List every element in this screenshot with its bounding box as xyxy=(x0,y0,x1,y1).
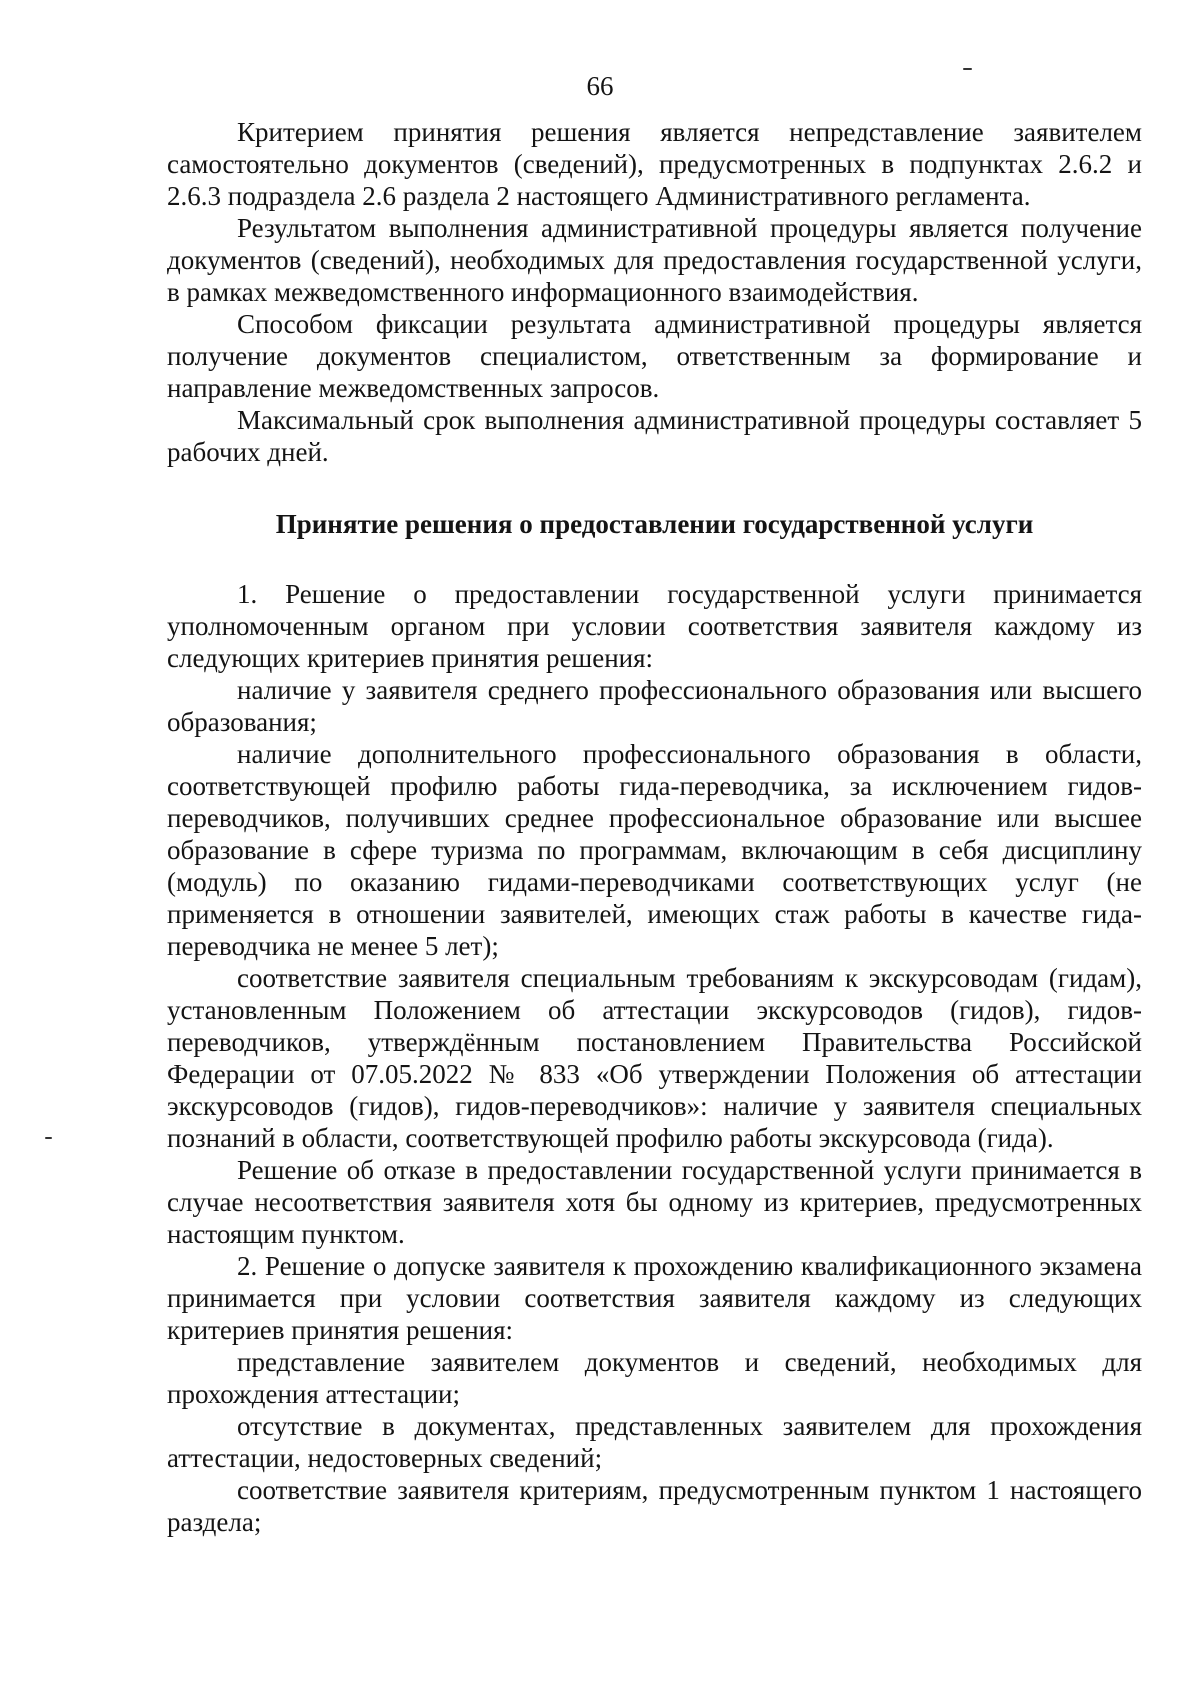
paragraph-refusal: Решение об отказе в предоставлении государственной услуги принимается в случае несоответствия заявителя хотя бы одному из критериев, предусмотренных настоящим пунктом. xyxy=(167,1155,1142,1249)
page-number: 66 xyxy=(586,71,614,101)
paragraph-documents: представление заявителем документов и сведений, необходимых для прохождения аттестации; xyxy=(167,1347,1142,1409)
document-body xyxy=(167,116,1142,1538)
paragraph-result: Результатом выполнения административной процедуры является получение документов (сведений), необходимых для предоставления государственной услуги, в рамках межведомственного информационного взаимодействия. xyxy=(167,213,1142,307)
paragraph-additional-education: наличие дополнительного профессионального образования в области, соответствующей профилю работы гида-переводчика, за исключением гидов-переводчиков, получивших среднее профессиональное образование или высшее образование в сфере туризма по программам, включающим в себя дисциплину (модуль) по оказанию гидами-переводчиками соответствующих услуг (не применяется в отношении заявителей, имеющих стаж работы в качестве гида-переводчика не менее 5 лет); xyxy=(167,739,1142,961)
section-heading: Принятие решения о предоставлении государственной услуги xyxy=(275,509,1034,539)
paragraph-fixation: Способом фиксации результата административной процедуры является получение документов специалистом, ответственным за формирование и направление межведомственных запросов. xyxy=(167,309,1142,403)
paragraph-criteria-match: соответствие заявителя критериям, предусмотренным пунктом 1 настоящего раздела; xyxy=(167,1475,1142,1537)
paragraph-no-false-info: отсутствие в документах, представленных заявителем для прохождения аттестации, недостоверных сведений; xyxy=(167,1411,1142,1473)
paragraph-criterion: Критерием принятия решения является непредставление заявителем самостоятельно документов (сведений), предусмотренных в подпунктах 2.6.2 и 2.6.3 подраздела 2.6 раздела 2 настоящего Административного регламента. xyxy=(167,117,1142,211)
paragraph-max-term: Максимальный срок выполнения административной процедуры составляет 5 рабочих дней. xyxy=(167,405,1142,467)
paragraph-item-2: 2. Решение о допуске заявителя к прохождению квалификационного экзамена принимается при условии соответствия заявителя каждому из следующих критериев принятия решения: xyxy=(167,1251,1142,1345)
paragraph-education: наличие у заявителя среднего профессионального образования или высшего образования; xyxy=(167,675,1142,737)
scan-speck xyxy=(963,68,972,70)
paragraph-item-1: 1. Решение о предоставлении государственной услуги принимается уполномоченным органом при условии соответствия заявителя каждому из следующих критериев принятия решения: xyxy=(167,579,1142,673)
paragraph-special-requirements: соответствие заявителя специальным требованиям к экскурсоводам (гидам), установленным Положением об аттестации экскурсоводов (гидов), гидов-переводчиков, утверждённым постановлением Правительства Российской Федерации от 07.05.2022 № 833 «Об утверждении Положения об аттестации экскурсоводов (гидов), гидов-переводчиков»: наличие у заявителя специальных познаний в области, соответствующей профилю работы экскурсовода (гида). xyxy=(167,963,1142,1153)
scan-speck xyxy=(45,1137,52,1139)
